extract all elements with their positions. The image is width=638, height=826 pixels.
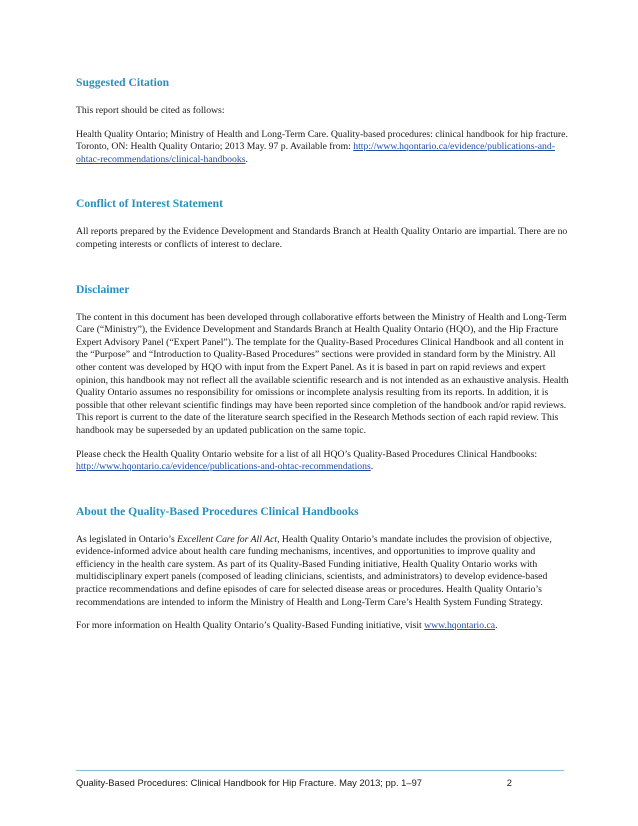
- citation-link[interactable]: http://www.hqontario.ca/evidence/publications-and-ohtac-recommendations/clinical-handbooks: [76, 141, 555, 165]
- page-content: [76, 76, 570, 664]
- about-text-pre: As legislated in Ontario’s: [76, 533, 178, 545]
- about-more-paragraph: [76, 620, 570, 633]
- section-citation: [76, 76, 570, 166]
- section-disclaimer: [76, 283, 570, 474]
- page-footer: [76, 770, 564, 788]
- about-heading: About the Quality-Based Procedures Clinical Handbooks: [76, 504, 359, 518]
- disclaimer-check-after: .: [370, 461, 374, 473]
- citation-paragraph: [76, 129, 570, 167]
- disclaimer-check-paragraph: [76, 449, 570, 474]
- hqontario-link[interactable]: www.hqontario.ca: [424, 620, 496, 632]
- disclaimer-text: The content in this document has been developed through collaborative efforts between the Ministry of Health and Long-Term Care (“Ministry”), the Evidence Development and Standards Branch at Health Quality Ontario (HQO), and the Hip Fracture Expert Advisory Panel (“Expert Panel”). The template for the Quality-Based Procedures Clinical Handbook and all content in the “Purpose” and “Introduction to Quality-Based Procedures” sections were provided in standard form by the Ministry. All other content was developed by HQO with input from the Expert Panel. As it is based in part on rapid reviews and expert opinion, this handbook may not reflect all the available scientific research and is not intended as an exhaustive analysis. Health Quality Ontario assumes no responsibility for omissions or incomplete analysis resulting from its reports. In addition, it is possible that other relevant scientific findings may have been reported since completion of the handbook and/or rapid reviews. This report is current to the date of the literature search specified in the Research Methods section of each rapid review. This handbook may be superseded by an updated publication on the same topic.: [76, 311, 569, 436]
- footer-text: Quality-Based Procedures: Clinical Handbook for Hip Fracture. May 2013; pp. 1–97: [76, 777, 423, 788]
- citation-heading: Suggested Citation: [76, 76, 170, 89]
- disclaimer-heading: Disclaimer: [76, 282, 130, 296]
- citation-intro: This report should be cited as follows:: [76, 105, 225, 116]
- about-text-post: , Health Quality Ontario’s mandate includes the provision of objective, evidence-informed advice about health care funding mechanisms, incentives, and opportunities to improve quality and efficiency in the health care system. As part of its Quality-Based Funding initiative, Health Quality Ontario works with multidisciplinary expert panels (composed of leading clinicians, scientists, and administrators) to develop evidence-based practice recommendations and define episodes of care for selected disease areas or procedures. Health Quality Ontario’s recommendations are intended to inform the Ministry of Health and Long-Term Care’s Health System Funding Strategy.: [76, 533, 552, 608]
- about-paragraph: [76, 534, 570, 610]
- disclaimer-check-link[interactable]: http://www.hqontario.ca/evidence/publications-and-ohtac-recommendations: [76, 461, 371, 473]
- about-more-text: For more information on Health Quality Ontario’s Quality-Based Funding initiative, visit: [76, 620, 425, 632]
- page-number: 2: [506, 777, 512, 788]
- conflict-heading: Conflict of Interest Statement: [76, 197, 223, 211]
- citation-after-link: .: [245, 153, 248, 165]
- citation-text: Health Quality Ontario; Ministry of Health and Long-Term Care. Quality-based procedures: clinical handbook for hip fracture. Toronto, ON: Health Quality Ontario; 2013 May. 97 p. Available from:: [76, 128, 568, 153]
- conflict-text: All reports prepared by the Evidence Development and Standards Branch at Health Quality Ontario are impartial. There are no competing interests or conflicts of interest to declare.: [76, 226, 568, 250]
- section-about: [76, 505, 570, 633]
- disclaimer-check-text: Please check the Health Quality Ontario website for a list of all HQO’s Quality-Based Procedures Clinical Handbooks:: [76, 448, 538, 460]
- section-conflict: [76, 197, 570, 251]
- about-more-after: .: [495, 620, 498, 632]
- about-act-name: Excellent Care for All Act: [177, 533, 278, 545]
